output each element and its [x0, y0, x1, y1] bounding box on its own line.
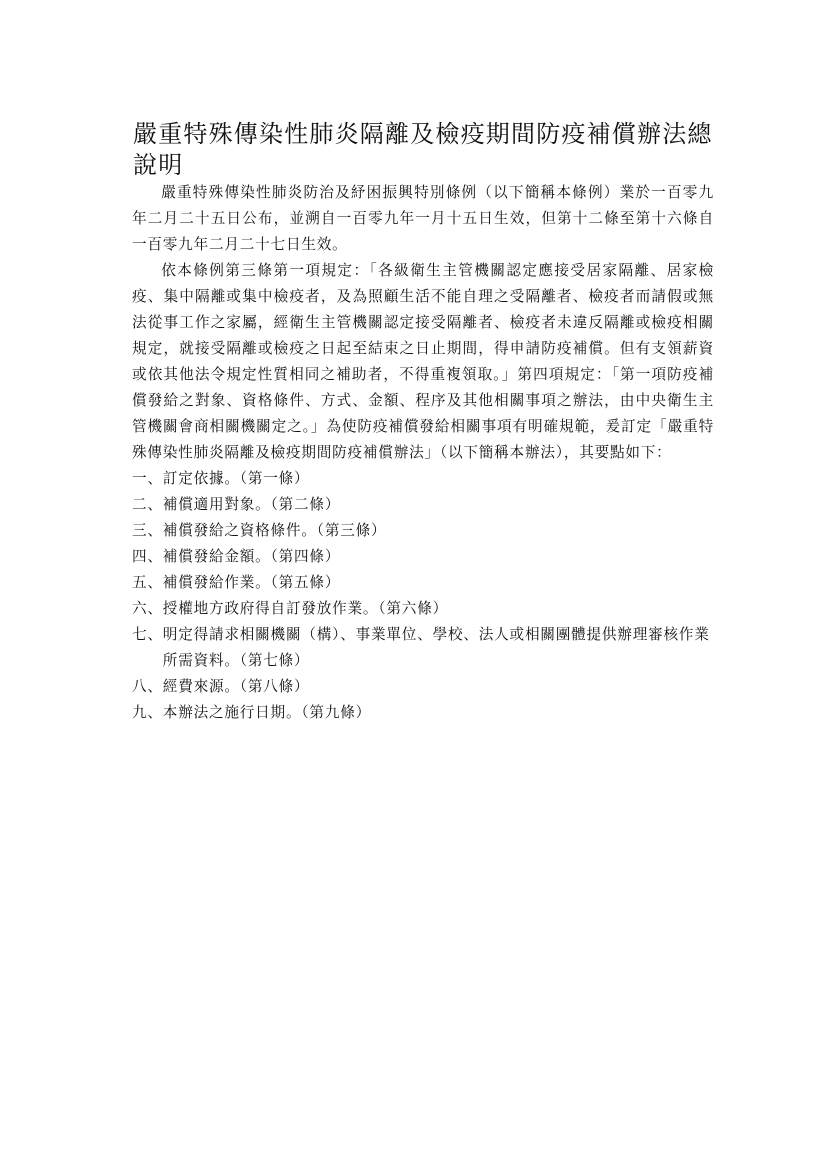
- list-item-number: 五、: [132, 574, 163, 591]
- list-item-number: 九、: [132, 704, 163, 721]
- list-item: [132, 596, 714, 622]
- list-item-number: 一、: [132, 470, 163, 487]
- list-item-text: 訂定依據。（第一條）: [162, 470, 310, 487]
- list-item: [132, 674, 714, 700]
- list-item-text: 經費來源。（第八條）: [162, 678, 310, 695]
- list-item-text: 本辦法之施行日期。（第九條）: [162, 704, 372, 721]
- paragraph-enactment: 嚴重特殊傳染性肺炎防治及紓困振興特別條例（以下簡稱本條例）業於一百零九年二月二十五日公布，並溯自一百零九年一月十五日生效，但第十二條至第十六條自一百零九年二月二十七日生效。: [132, 184, 714, 253]
- list-item: [132, 700, 714, 726]
- list-item: [132, 570, 714, 596]
- list-item-number: 八、: [132, 678, 163, 695]
- list-item: [132, 622, 714, 674]
- list-item-text: 補償發給作業。（第五條）: [162, 574, 341, 591]
- list-item-text: 補償發給金額。（第四條）: [162, 548, 341, 565]
- list-item-text: 明定得請求相關機關（構）、事業單位、學校、法人或相關團體提供辦理審核作業所需資料。（第七條）: [162, 626, 710, 669]
- paragraph-legal-basis: 依本條例第三條第一項規定：「各級衛生主管機關認定應接受居家隔離、居家檢疫、集中隔離或集中檢疫者，及為照顧生活不能自理之受隔離者、檢疫者而請假或無法從事工作之家屬，經衛生主管機關認定接受隔離者、檢疫者未違反隔離或檢疫相關規定，就接受隔離或檢疫之日起至結束之日止期間，得申請防疫補償。但有支領薪資或依其他法令規定性質相同之補助者，不得重複領取。」第四項規定：「第一項防疫補償發給之對象、資格條件、方式、金額、程序及其他相關事項之辦法，由中央衛生主管機關會商相關機關定之。」為使防疫補償發給相關事項有明確規範，爰訂定「嚴重特殊傳染性肺炎隔離及檢疫期間防疫補償辦法」（以下簡稱本辦法），其要點如下：: [132, 262, 714, 461]
- list-item-number: 四、: [132, 548, 163, 565]
- list-item: [132, 518, 714, 544]
- list-item-number: 六、: [132, 600, 163, 617]
- list-item-number: 二、: [132, 496, 163, 513]
- document-title: 嚴重特殊傳染性肺炎隔離及檢疫期間防疫補償辦法總說明: [133, 120, 713, 179]
- list-item: [132, 492, 714, 518]
- document-body: [132, 180, 714, 726]
- list-item: [132, 544, 714, 570]
- list-item-number: 七、: [132, 626, 163, 643]
- list-item: [132, 466, 714, 492]
- list-item-text: 授權地方政府得自訂發放作業。（第六條）: [162, 600, 448, 617]
- list-item-text: 補償適用對象。（第二條）: [162, 496, 341, 513]
- list-item-number: 三、: [132, 522, 163, 539]
- list-item-text: 補償發給之資格條件。（第三條）: [162, 522, 387, 539]
